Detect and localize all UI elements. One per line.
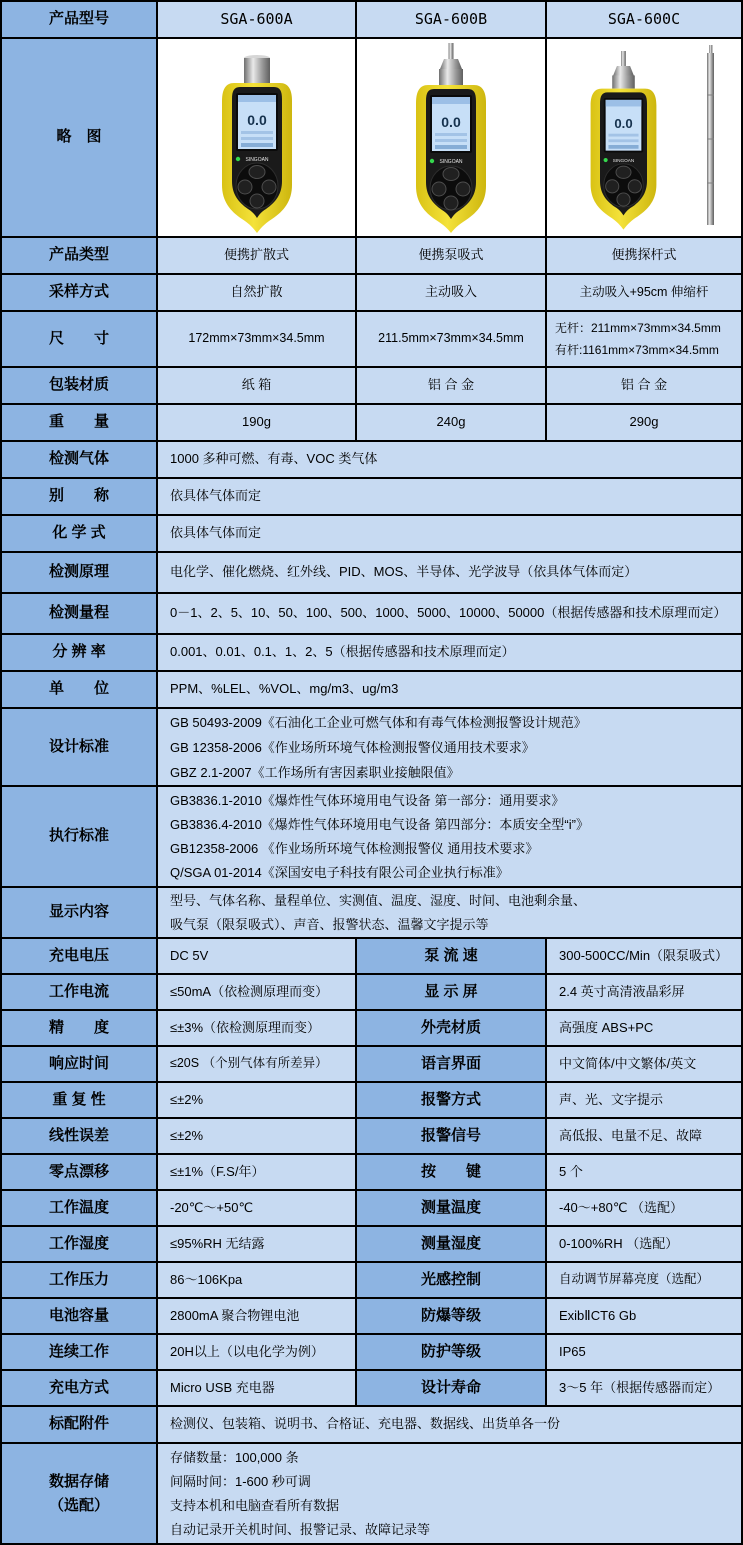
gas-detector-diffusion-photo	[158, 39, 355, 236]
row-label: 包装材质	[2, 368, 156, 403]
table-row	[2, 1227, 741, 1261]
row-label: 执行标准	[2, 787, 156, 886]
table-row	[2, 939, 741, 973]
cell-value: Micro USB 充电器	[158, 1371, 355, 1405]
cell-value: 86～106Kpa	[158, 1263, 355, 1297]
model-name-c: SGA-600C	[547, 2, 741, 37]
cell-value: 自动调节屏幕亮度（选配）	[547, 1263, 741, 1297]
row-label: 产品型号	[2, 2, 156, 37]
cell-value: 主动吸入+95cm 伸缩杆	[547, 275, 741, 310]
cell-value: 声、光、文字提示	[547, 1083, 741, 1117]
cell-value: 铝 合 金	[547, 368, 741, 403]
cell-value: DC 5V	[158, 939, 355, 973]
table-row	[2, 368, 741, 403]
cell-value: 自然扩散	[158, 275, 355, 310]
table-row	[2, 1047, 741, 1081]
table-row	[2, 635, 741, 670]
row-label: 响应时间	[2, 1047, 156, 1081]
row-label: 重 复 性	[2, 1083, 156, 1117]
row-label: 泵 流 速	[357, 939, 545, 973]
table-row-model	[2, 2, 741, 37]
gas-detector-diffusion-illustration	[182, 43, 332, 233]
table-row	[2, 479, 741, 514]
cell-value: ≤±2%	[158, 1083, 355, 1117]
row-label: 设计标准	[2, 709, 156, 785]
gas-detector-pump-photo	[357, 39, 545, 236]
table-row-design-standards	[2, 709, 741, 785]
cell-line: 有杆:1161mm×73mm×34.5mm	[555, 343, 719, 357]
row-label: 重 量	[2, 405, 156, 440]
row-label: 显示内容	[2, 888, 156, 937]
table-row	[2, 594, 741, 633]
row-label: 工作电流	[2, 975, 156, 1009]
cell-line: GBZ 2.1-2007《工作场所有害因素职业接触限值》	[170, 764, 460, 780]
row-label: 别 称	[2, 479, 156, 514]
cell-value: ≤20S （个别气体有所差异）	[158, 1047, 355, 1081]
row-label: 防护等级	[357, 1335, 545, 1369]
cell-line: 支持本机和电脑查看所有数据	[170, 1497, 340, 1513]
gas-detector-probe-rod-photo	[547, 39, 741, 236]
telescopic-rod-illustration	[707, 45, 714, 225]
table-row	[2, 672, 741, 707]
row-label: 工作温度	[2, 1191, 156, 1225]
table-row	[2, 1083, 741, 1117]
row-label-line: 数据存储	[48, 1472, 109, 1490]
table-row	[2, 1011, 741, 1045]
cell-value	[547, 312, 741, 366]
row-label: 防爆等级	[357, 1299, 545, 1333]
screen-reading: 0.0	[246, 111, 267, 128]
table-row	[2, 1119, 741, 1153]
cell-value: 中文简体/中文繁体/英文	[547, 1047, 741, 1081]
cell-value: 主动吸入	[357, 275, 545, 310]
table-row-data-storage	[2, 1444, 741, 1543]
cell-value: -20℃～+50℃	[158, 1191, 355, 1225]
row-label: 分 辨 率	[2, 635, 156, 670]
cell-value	[158, 1444, 741, 1543]
table-row-display-content	[2, 888, 741, 937]
cell-value: 高强度 ABS+PC	[547, 1011, 741, 1045]
cell-value	[158, 709, 741, 785]
cell-line: Q/SGA 01-2014《深国安电子科技有限公司企业执行标准》	[170, 864, 509, 880]
cell-value: PPM、%LEL、%VOL、mg/m3、ug/m3	[158, 672, 741, 707]
row-label: 语言界面	[357, 1047, 545, 1081]
cell-value	[158, 787, 741, 886]
table-row	[2, 442, 741, 477]
cell-value: 检测仪、包装箱、说明书、合格证、充电器、数据线、出货单各一份	[158, 1407, 741, 1442]
cell-value: 0.001、0.01、0.1、1、2、5（根据传感器和技术原理而定）	[158, 635, 741, 670]
row-label: 测量湿度	[357, 1227, 545, 1261]
cell-value: 便携扩散式	[158, 238, 355, 273]
table-row	[2, 1191, 741, 1225]
table-row	[2, 1371, 741, 1405]
row-label: 单 位	[2, 672, 156, 707]
row-label: 工作湿度	[2, 1227, 156, 1261]
brand-logo: SINGOAN	[244, 156, 269, 163]
cell-value: ≤95%RH 无结露	[158, 1227, 355, 1261]
cell-value: 纸 箱	[158, 368, 355, 403]
row-label: 产品类型	[2, 238, 156, 273]
row-label: 外壳材质	[357, 1011, 545, 1045]
cell-line: 吸气泵（限泵吸式）、声音、报警状态、温馨文字提示等	[170, 916, 489, 932]
table-row	[2, 516, 741, 551]
cell-line: 型号、气体名称、量程单位、实测值、温度、湿度、时间、电池剩余量、	[170, 892, 587, 908]
row-label: 电池容量	[2, 1299, 156, 1333]
cell-value: 172mm×73mm×34.5mm	[158, 312, 355, 366]
cell-value: 铝 合 金	[357, 368, 545, 403]
cell-line: GB 50493-2009《石油化工企业可燃气体和有毒气体检测报警设计规范》	[170, 714, 587, 730]
table-row	[2, 1155, 741, 1189]
table-row-sketch	[2, 39, 741, 236]
row-label: 标配附件	[2, 1407, 156, 1442]
table-row-execution-standards	[2, 787, 741, 886]
cell-value: 20H以上（以电化学为例）	[158, 1335, 355, 1369]
row-label: 按 键	[357, 1155, 545, 1189]
brand-logo: SINGOAN	[439, 158, 463, 165]
cell-value: 190g	[158, 405, 355, 440]
cell-value: ≤±1%（F.S/年）	[158, 1155, 355, 1189]
row-label: 略 图	[2, 39, 156, 236]
model-name-b: SGA-600B	[357, 2, 545, 37]
row-label-line: （选配）	[48, 1496, 109, 1514]
cell-value: IP65	[547, 1335, 741, 1369]
cell-value: 2.4 英寸高清液晶彩屏	[547, 975, 741, 1009]
cell-line: 无杆：211mm×73mm×34.5mm	[555, 321, 721, 335]
cell-value: -40～+80℃ （选配）	[547, 1191, 741, 1225]
table-row	[2, 1263, 741, 1297]
cell-value: 290g	[547, 405, 741, 440]
cell-value: 2800mA 聚合物锂电池	[158, 1299, 355, 1333]
row-label: 检测原理	[2, 553, 156, 592]
gas-detector-probe-illustration	[559, 43, 729, 233]
row-label: 采样方式	[2, 275, 156, 310]
row-label: 显 示 屏	[357, 975, 545, 1009]
cell-value: 依具体气体而定	[158, 479, 741, 514]
cell-line: 存储数量：100,000 条	[170, 1449, 299, 1465]
cell-value: 依具体气体而定	[158, 516, 741, 551]
table-row	[2, 975, 741, 1009]
row-label: 零点漂移	[2, 1155, 156, 1189]
table-row	[2, 275, 741, 310]
screen-reading: 0.0	[441, 113, 461, 130]
cell-line: GB12358-2006 《作业场所环境气体检测报警仪 通用技术要求》	[170, 840, 539, 856]
row-label: 充电电压	[2, 939, 156, 973]
cell-value: ≤±2%	[158, 1119, 355, 1153]
cell-value: 0－1、2、5、10、50、100、500、1000、5000、10000、50000（根据传感器和技术原理而定）	[158, 594, 741, 633]
cell-line: GB 12358-2006《作业场所环境气体检测报警仪通用技术要求》	[170, 739, 535, 755]
row-label: 连续工作	[2, 1335, 156, 1369]
table-row	[2, 405, 741, 440]
cell-value: 300-500CC/Min（限泵吸式）	[547, 939, 741, 973]
row-label: 线性误差	[2, 1119, 156, 1153]
row-label: 检测量程	[2, 594, 156, 633]
cell-value: ExibⅡCT6 Gb	[547, 1299, 741, 1333]
cell-value: 5 个	[547, 1155, 741, 1189]
cell-value: 便携泵吸式	[357, 238, 545, 273]
gas-detector-pump-illustration	[376, 43, 526, 233]
cell-line: 自动记录开关机时间、报警记录、故障记录等	[170, 1521, 431, 1537]
cell-line: GB3836.1-2010《爆炸性气体环境用电气设备 第一部分：通用要求》	[170, 792, 565, 808]
cell-value	[158, 888, 741, 937]
screen-reading: 0.0	[614, 115, 633, 131]
cell-value: 211.5mm×73mm×34.5mm	[357, 312, 545, 366]
row-label: 精 度	[2, 1011, 156, 1045]
cell-value: ≤±3%（依检测原理而变）	[158, 1011, 355, 1045]
cell-value: 1000 多种可燃、有毒、VOC 类气体	[158, 442, 741, 477]
cell-line: GB3836.4-2010《爆炸性气体环境用电气设备 第四部分：本质安全型“i”》	[170, 816, 589, 832]
table-row	[2, 1299, 741, 1333]
table-row	[2, 238, 741, 273]
row-label: 尺 寸	[2, 312, 156, 366]
row-label: 充电方式	[2, 1371, 156, 1405]
row-label: 化 学 式	[2, 516, 156, 551]
table-row	[2, 553, 741, 592]
table-row	[2, 1335, 741, 1369]
row-label: 光感控制	[357, 1263, 545, 1297]
row-label: 设计寿命	[357, 1371, 545, 1405]
row-label	[2, 1444, 156, 1543]
row-label: 报警方式	[357, 1083, 545, 1117]
cell-value: 高低报、电量不足、故障	[547, 1119, 741, 1153]
table-row-accessories	[2, 1407, 741, 1442]
cell-line: 间隔时间：1-600 秒可调	[170, 1473, 311, 1489]
row-label: 报警信号	[357, 1119, 545, 1153]
row-label: 测量温度	[357, 1191, 545, 1225]
row-label: 工作压力	[2, 1263, 156, 1297]
brand-logo: SINGOAN	[612, 157, 635, 163]
row-label: 检测气体	[2, 442, 156, 477]
model-name-a: SGA-600A	[158, 2, 355, 37]
cell-value: 3～5 年（根据传感器而定）	[547, 1371, 741, 1405]
cell-value: 0-100%RH （选配）	[547, 1227, 741, 1261]
cell-value: 电化学、催化燃烧、红外线、PID、MOS、半导体、光学波导（依具体气体而定）	[158, 553, 741, 592]
table-row	[2, 312, 741, 366]
cell-value: ≤50mA（依检测原理而变）	[158, 975, 355, 1009]
cell-value: 240g	[357, 405, 545, 440]
cell-value: 便携探杆式	[547, 238, 741, 273]
